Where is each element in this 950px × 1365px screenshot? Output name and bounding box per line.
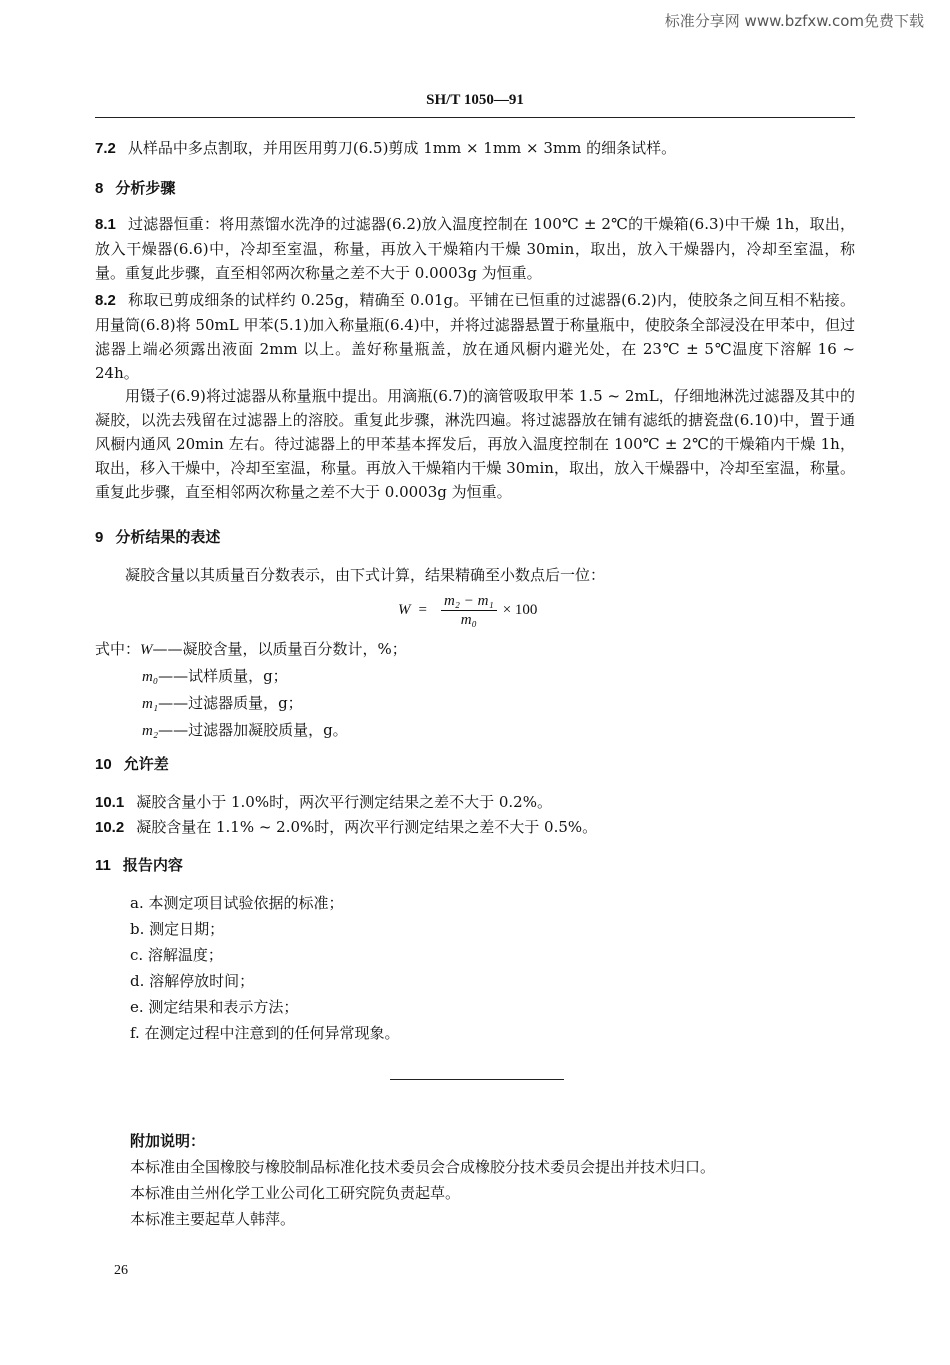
clause-8-1 bbox=[95, 212, 855, 285]
section-title: 报告内容 bbox=[122, 856, 183, 874]
page-number: 26 bbox=[114, 1263, 128, 1278]
clause-7-2 bbox=[95, 136, 855, 161]
section-number: 9 bbox=[95, 529, 104, 546]
formula-equals: = bbox=[418, 602, 427, 618]
clause-number: 8.2 bbox=[95, 292, 116, 309]
section-title: 允许差 bbox=[123, 755, 169, 773]
section-9-heading bbox=[95, 525, 855, 550]
section-number: 11 bbox=[95, 857, 111, 874]
document-header: SH/T 1050—91 bbox=[426, 92, 524, 108]
formula-fraction bbox=[441, 592, 497, 629]
clause-8-2 bbox=[95, 288, 855, 385]
list-item: c. 溶解温度； bbox=[130, 946, 223, 964]
legend-row bbox=[95, 690, 407, 717]
note-line: 本标准由全国橡胶与橡胶制品标准化技术委员会合成橡胶分技术委员会提出并技术归口。 bbox=[130, 1158, 716, 1176]
note-line: 本标准主要起草人韩萍。 bbox=[130, 1210, 296, 1228]
clause-text: 凝胶含量小于 1.0%时，两次平行测定结果之差不大于 0.2%。 bbox=[136, 793, 552, 811]
legend-row bbox=[95, 663, 407, 690]
clause-8-2-paragraph-2: 用镊子(6.9)将过滤器从称量瓶中提出。用滴瓶(6.7)的滴管吸取甲苯 1.5 ~ 2mL，仔细地淋洗过滤器及其中的凝胶，以洗去残留在过滤器上的溶胶。重复此步骤，淋洗四遍。将过滤器放在铺有滤纸的搪瓷盘(6.10)中，置于通风橱内通风 20min 左右。待过滤器上的甲苯基本挥发后，再放入温度控制在 100℃ ± 2℃的干燥箱内干燥 1h，取出，移入干燥中，冷却至室温，称量。再放入干燥箱内干燥 30min，取出，放入干燥器中，冷却至室温，称量。重复此步骤，直至相邻两次称量之差不大于 0.0003g 为恒重。 bbox=[95, 387, 855, 501]
clause-10-1 bbox=[95, 790, 855, 815]
clause-number: 8.1 bbox=[95, 216, 116, 233]
legend-symbol: m₀ bbox=[142, 669, 159, 685]
legend-symbol: W bbox=[140, 642, 153, 658]
report-items-list bbox=[130, 890, 400, 1046]
legend-row bbox=[95, 636, 407, 663]
list-item: b. 测定日期； bbox=[130, 920, 225, 938]
section-10-heading bbox=[95, 752, 855, 777]
formula-lhs: W bbox=[398, 602, 411, 618]
section-8-heading bbox=[95, 176, 855, 201]
section-11-heading bbox=[95, 853, 855, 878]
note-line: 本标准由兰州化学工业公司化工研究院负责起草。 bbox=[130, 1184, 461, 1202]
legend-description: ——凝胶含量，以质量百分数计，%； bbox=[152, 640, 407, 658]
section-number: 10 bbox=[95, 756, 112, 773]
gel-content-formula bbox=[398, 592, 537, 629]
section-title: 分析结果的表述 bbox=[115, 528, 221, 546]
section-9-intro: 凝胶含量以其质量百分数表示，由下式计算，结果精确至小数点后一位： bbox=[125, 566, 606, 584]
section-number: 8 bbox=[95, 180, 104, 197]
formula-denominator: m₀ bbox=[460, 612, 477, 628]
clause-text: 凝胶含量在 1.1% ~ 2.0%时，两次平行测定结果之差不大于 0.5%。 bbox=[136, 818, 598, 836]
clause-number: 10.2 bbox=[95, 819, 125, 836]
clause-text: 称取已剪成细条的试样约 0.25g，精确至 0.01g。平铺在已恒重的过滤器(6.2)内，使胶条之间互相不粘接。用量筒(6.8)将 50mL 甲苯(5.1)加入称量瓶(6.4)中，并将过滤器悬置于称量瓶中，使胶条全部浸没在甲苯中，但过滤器上端必须露出液面 2mm 以上。盖好称量瓶盖，放在通风橱内避光处，在 23℃ ± 5℃温度下溶解 16 ~ 24h。 bbox=[95, 291, 855, 382]
list-item: e. 测定结果和表示方法； bbox=[130, 998, 299, 1016]
list-item: f. 在测定过程中注意到的任何异常现象。 bbox=[130, 1024, 400, 1042]
legend-symbol: m₁ bbox=[142, 696, 159, 712]
legend-description: ——过滤器加凝胶质量，g。 bbox=[158, 721, 348, 739]
legend-description: ——试样质量，g； bbox=[158, 667, 288, 685]
formula-legend bbox=[95, 636, 407, 744]
clause-text: 从样品中多点割取，并用医用剪刀(6.5)剪成 1mm × 1mm × 3mm 的细条试样。 bbox=[127, 139, 677, 157]
legend-row bbox=[95, 717, 407, 744]
list-item: a. 本测定项目试验依据的标准； bbox=[130, 894, 344, 912]
clause-number: 7.2 bbox=[95, 140, 116, 157]
list-item: d. 溶解停放时间； bbox=[130, 972, 255, 990]
legend-description: ——过滤器质量，g； bbox=[158, 694, 303, 712]
clause-number: 10.1 bbox=[95, 794, 125, 811]
watermark-text: 标准分享网 www.bzfxw.com免费下载 bbox=[664, 12, 924, 30]
legend-symbol: m₂ bbox=[142, 723, 159, 739]
additional-notes bbox=[130, 1128, 715, 1232]
section-title: 分析步骤 bbox=[115, 179, 176, 197]
formula-numerator: m₂ − m₁ bbox=[441, 592, 497, 611]
section-divider bbox=[390, 1079, 564, 1080]
formula-multiplier: × 100 bbox=[502, 602, 538, 618]
header-rule bbox=[95, 117, 855, 118]
notes-title: 附加说明： bbox=[130, 1132, 206, 1150]
clause-text: 过滤器恒重：将用蒸馏水洗净的过滤器(6.2)放入温度控制在 100℃ ± 2℃的干燥箱(6.3)中干燥 1h，取出，放入干燥器(6.6)中，冷却至室温，称量，再放入干燥箱内干燥 30min，取出，放入干燥器内，冷却至室温，称量。重复此步骤，直至相邻两次称量之差不大于 0.0003g 为恒重。 bbox=[95, 215, 855, 282]
legend-lead: 式中： bbox=[95, 640, 141, 658]
clause-10-2 bbox=[95, 815, 855, 840]
